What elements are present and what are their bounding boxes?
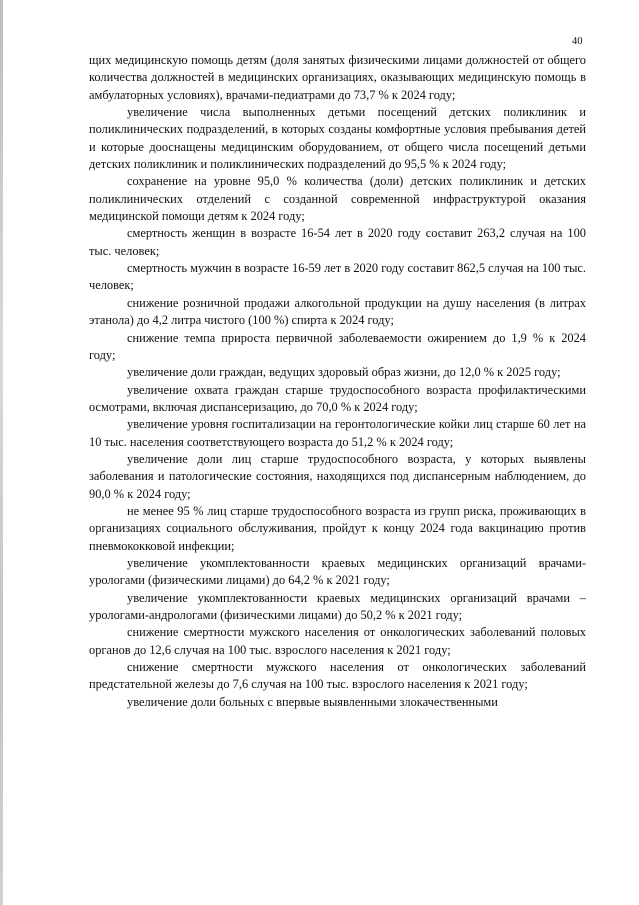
paragraph: увеличение доли больных с впервые выявленными злокачественными: [127, 694, 498, 709]
scan-edge: [0, 0, 3, 905]
paragraph: не менее 95 % лиц старше трудоспособного возраста из групп риска, проживающих в организациях социального обслуживания, пройдут к концу 2024 года вакцинацию против пневмококковой инфекции;: [89, 503, 586, 553]
paragraph: увеличение доли лиц старше трудоспособного возраста, у которых выявлены заболевания и патологические состояния, находящихся под диспансерным наблюдением, до 90,0 % к 2024 году;: [89, 451, 586, 501]
paragraph: увеличение доли граждан, ведущих здоровый образ жизни, до 12,0 % к 2025 году;: [127, 365, 561, 380]
paragraph: снижение смертности мужского населения от онкологических заболеваний половых органов до 12,6 случая на 100 тыс. взрослого населения к 2021 году;: [89, 625, 586, 657]
paragraph: щих медицинскую помощь детям (доля занятых физическими лицами должностей от общего количества должностей в медицинских организациях, оказывающих медицинскую помощь в амбулаторных условиях), врачами-педиатрами до 73,7 % к 2024 году;: [89, 53, 586, 102]
page-number: 40: [572, 36, 583, 47]
paragraph: увеличение охвата граждан старше трудоспособного возраста профилактическими осмотрами, включая диспансеризацию, до 70,0 % к 2024 году;: [89, 382, 586, 414]
paragraph: сохранение на уровне 95,0 % количества (доли) детских поликлиник и детских поликлинических отделений с созданной современной инфраструктурой оказания медицинской помощи детям к 2024 году;: [89, 174, 586, 224]
paragraph: снижение смертности мужского населения от онкологических заболеваний предстательной железы до 7,6 случая на 100 тыс. взрослого населения к 2021 году;: [89, 660, 586, 692]
paragraph: снижение розничной продажи алкогольной продукции на душу населения (в литрах этанола) до 4,2 литра чистого (100 %) спирта к 2024 году;: [89, 295, 586, 328]
paragraph: увеличение числа выполненных детьми посещений детских поликлиник и поликлинических подразделений, в которых созданы комфортные условия пребывания детей и которые дооснащены медицинским оборудованием, от общего числа посещений детьми детских поликлиник и поликлинических подразделений до 95,5 % к 2024 году;: [89, 105, 586, 172]
paragraph: смертность мужчин в возрасте 16-59 лет в 2020 году составит 862,5 случая на 100 тыс. человек;: [89, 261, 586, 293]
paragraph: увеличение укомплектованности краевых медицинских организаций врачами – урологами-андрологами (физическими лицами) до 50,2 % к 2021 году;: [89, 590, 586, 622]
paragraph: снижение темпа прироста первичной заболеваемости ожирением до 1,9 % к 2024 году;: [89, 330, 586, 362]
document-body: [89, 52, 586, 711]
paragraph: увеличение уровня госпитализации на геронтологические койки лиц старше 60 лет на 10 тыс. населения соответствующего возраста до 51,2 % к 2024 году;: [89, 417, 586, 449]
paragraph: смертность женщин в возрасте 16-54 лет в 2020 году составит 263,2 случая на 100 тыс. человек;: [89, 226, 586, 258]
paragraph: увеличение укомплектованности краевых медицинских организаций врачами-урологами (физическими лицами) до 64,2 % к 2021 году;: [89, 555, 586, 588]
